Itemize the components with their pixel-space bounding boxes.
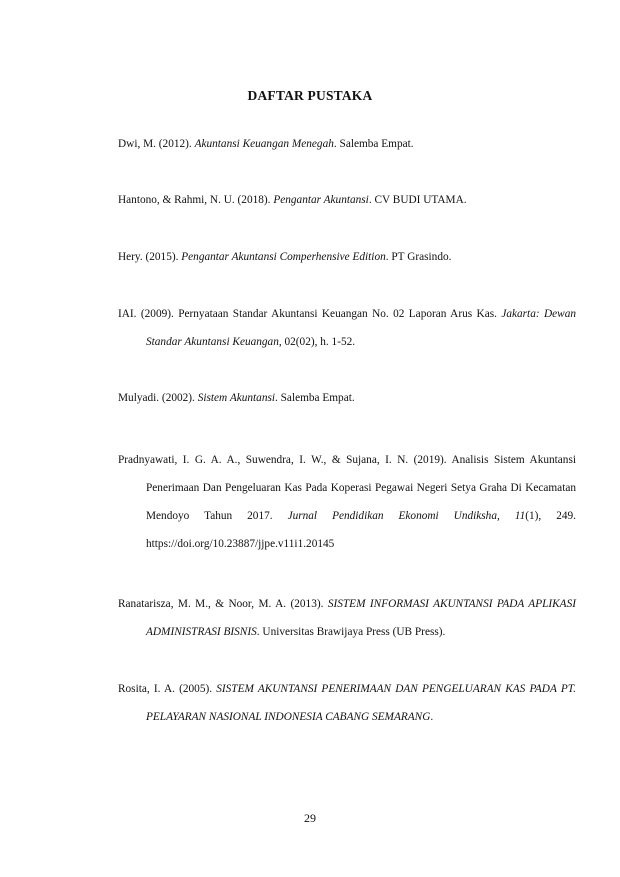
reference-entry: Hery. (2015). Pengantar Akuntansi Comperhensive Edition. PT Grasindo. — [118, 251, 452, 263]
reference-entry: Dwi, M. (2012). Akuntansi Keuangan Menegah. Salemba Empat. — [118, 138, 414, 150]
reference-entry: IAI. (2009). Pernyataan Standar Akuntansi Keuangan No. 02 Laporan Arus Kas. Jakarta: Dewan Standar Akuntansi Keuangan, 02(02), h. 1-52. — [118, 308, 576, 348]
page-number: 29 — [304, 811, 316, 825]
reference-entry: Rosita, I. A. (2005). SISTEM AKUNTANSI PENERIMAAN DAN PENGELUARAN KAS PADA PT. PELAYARAN NASIONAL INDONESIA CABANG SEMARANG. — [118, 683, 576, 723]
reference-entry: Ranatarisza, M. M., & Noor, M. A. (2013). SISTEM INFORMASI AKUNTANSI PADA APLIKASI ADMINISTRASI BISNIS. Universitas Brawijaya Press (UB Press). — [118, 598, 576, 638]
reference-entry: Mulyadi. (2002). Sistem Akuntansi. Salemba Empat. — [118, 392, 355, 404]
page-title: DAFTAR PUSTAKA — [247, 88, 373, 103]
reference-entry: Hantono, & Rahmi, N. U. (2018). Pengantar Akuntansi. CV BUDI UTAMA. — [118, 194, 467, 206]
reference-entry: Pradnyawati, I. G. A. A., Suwendra, I. W., & Sujana, I. N. (2019). Analisis Sistem Akuntansi Penerimaan Dan Pengeluaran Kas Pada Koperasi Pegawai Negeri Setya Graha Di Kecamatan Mendoyo Tahun 2017. Jurnal Pendidikan Ekonomi Undiksha, 11(1), 249. https://doi.org/10.23887/jjpe.v11i1.20145 — [118, 454, 577, 550]
